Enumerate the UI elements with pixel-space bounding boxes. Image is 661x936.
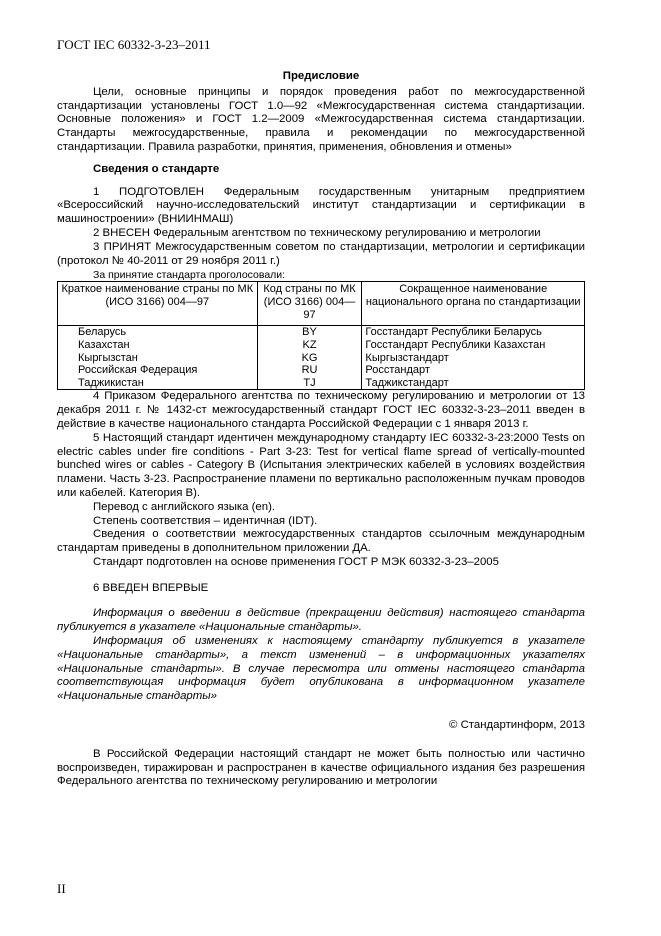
conformity-note: Степень соответствия – идентичная (IDT). — [93, 514, 318, 527]
item-4: 4 Приказом Федерального агентства по техническому регулированию и метрологии от 13 декабря 2011 г. № 1432-ст межгосударственный стандарт ГОСТ IEC 60332-3-23–2011 введен в действие в качестве национального стандарта Российской Федерации с 1 января 2013 г. — [57, 390, 585, 430]
rights-notice: В Российской Федерации настоящий стандарт не может быть полностью или частично воспроизведен, тиражирован и распространен в качестве официального издания без разрешения Федерального агентства по техническому регулированию и метрологии — [57, 747, 585, 788]
item-6: 6 ВВЕДЕН ВПЕРВЫЕ — [93, 581, 209, 594]
basis-note: Стандарт подготовлен на основе применения ГОСТ Р МЭК 60332-3-23–2005 — [93, 555, 499, 568]
country-code: KG — [257, 352, 362, 365]
standard-designation: ГОСТ IEC 60332-3-23–2011 — [57, 37, 211, 52]
country-code: BY — [257, 326, 362, 339]
table-row — [58, 339, 585, 352]
spacer — [57, 704, 585, 719]
country-name: Таджикистан — [58, 377, 258, 390]
item-5: 5 Настоящий стандарт идентичен международному стандарту IEC 60332-3-23:2000 Tests on electric cables under fire conditions - Part 3-23: Test for vertical flame spread of vertically-mounted bunched wires or cables - Category B (Испытания электрических кабелей в условиях воздействия пламени. Часть 3-23. Распространение пламени по вертикально расположенным пучкам проводов или кабелей. Категория В). — [57, 431, 585, 499]
spacer — [57, 733, 585, 748]
table-header: Сокращенное наименование национального органа по стандартизации — [362, 282, 585, 326]
national-body: Росстандарт — [362, 364, 585, 377]
copyright: © Стандартинформ, 2013 — [449, 719, 585, 732]
info-item-2: 2 ВНЕСЕН Федеральным агентством по техническому регулированию и метрологии — [93, 226, 541, 239]
country-name: Беларусь — [58, 326, 258, 339]
translation-note: Перевод с английского языка (en). — [93, 500, 276, 513]
spacer — [57, 595, 585, 607]
national-body: Кыргызстандарт — [362, 352, 585, 365]
spacer — [57, 570, 585, 582]
national-body: Госстандарт Республики Беларусь — [362, 326, 585, 339]
appendix-note: Сведения о соответствии межгосударственных стандартов ссылочным международным стандартам приведены в дополнительном приложении ДА. — [57, 528, 585, 555]
preface-title: Предисловие — [282, 70, 360, 82]
table-header: Краткое наименование страны по МК (ИСО 3166) 004—97 — [58, 282, 258, 326]
voted-label: За принятие стандарта проголосовали: — [93, 269, 286, 282]
page-number: II — [57, 881, 66, 896]
table-row — [58, 364, 585, 377]
country-name: Кыргызстан — [58, 352, 258, 365]
national-body: Таджикстандарт — [362, 377, 585, 390]
country-name: Казахстан — [58, 339, 258, 352]
info-title: Сведения о стандарте — [93, 162, 220, 175]
table-row — [58, 377, 585, 390]
country-table — [57, 281, 585, 390]
country-code: TJ — [257, 377, 362, 390]
country-name: Российская Федерация — [58, 364, 258, 377]
preface-text: Цели, основные принципы и порядок проведения работ по межгосударственной стандартизации установлены ГОСТ 1.0—92 «Межгосударственная система стандартизации. Основные положения» и ГОСТ 1.2—2009 «Межгосударственная система стандартизации. Стандарты межгосударственные, правила и рекомендации по межгосударственной стандартизации. Правила разработки, принятия, применения, обновления и отмены» — [57, 85, 585, 153]
national-body: Госстандарт Республики Казахстан — [362, 339, 585, 352]
country-code: RU — [257, 364, 362, 377]
info-item-3: 3 ПРИНЯТ Межгосударственным советом по стандартизации, метрологии и сертификации (протокол № 40-2011 от 29 ноября 2011 г.) — [57, 240, 585, 267]
notice-introduction: Информация о введении в действие (прекращении действия) настоящего стандарта публикуется в указателе «Национальные стандарты». — [57, 607, 585, 634]
table-header-row — [58, 282, 585, 326]
info-item-1: 1 ПОДГОТОВЛЕН Федеральным государственным унитарным предприятием «Всероссийский научно-исследовательский институт стандартизации и сертификации в машиностроении» (ВНИИНМАШ) — [57, 185, 585, 226]
page-body — [57, 70, 585, 789]
table-row — [58, 326, 585, 339]
notice-changes: Информация об изменениях к настоящему стандарту публикуется в указателе «Национальные стандарты», а текст изменений – в информационных указателях «Национальные стандарты». В случае пересмотра или отмены настоящего стандарта соответствующая информация будет опубликована в информационном указателе «Национальные стандарты» — [57, 635, 585, 703]
table-header: Код страны по МК (ИСО 3166) 004—97 — [257, 282, 362, 326]
table-row — [58, 352, 585, 365]
country-code: KZ — [257, 339, 362, 352]
